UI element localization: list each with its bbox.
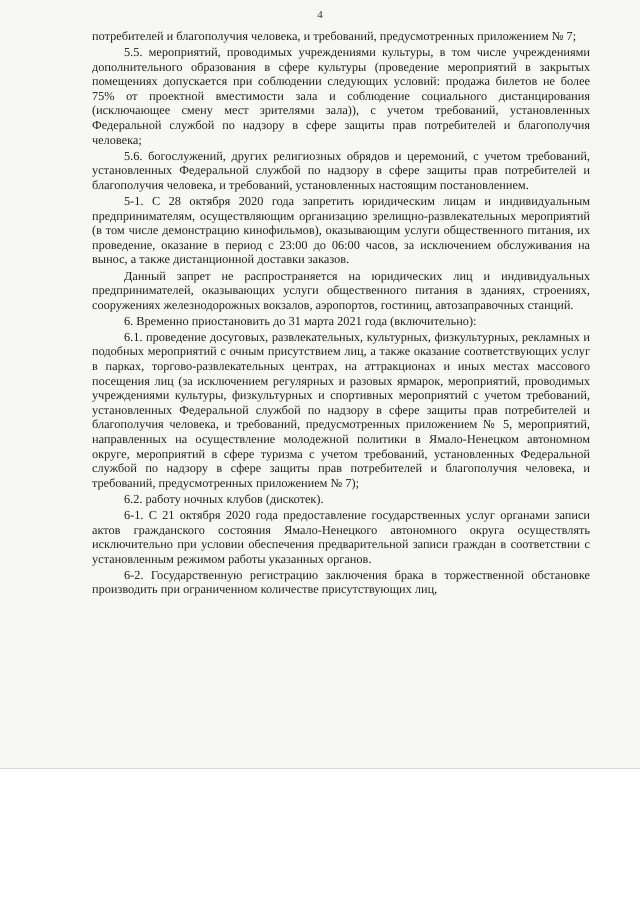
paragraph-6-1-registry: 6-1. С 21 октября 2020 года предоставление государственных услуг органами записи актов гражданского состояния Ямало-Ненецкого автономного округа осуществлять исключительно при условии обеспечения предварительной записи граждан в соответствии с установленным режимом работы указанных органов. bbox=[92, 508, 590, 566]
document-body bbox=[92, 29, 590, 599]
blank-area bbox=[0, 769, 640, 905]
paragraph-6-1: 6.1. проведение досуговых, развлекательных, культурных, физкультурных, рекламных и подобных мероприятий с очным присутствием лиц, а также оказание соответствующих услуг в парках, торгово-развлекательных центрах, на аттракционах и иных местах массового посещения лиц (за исключением регулярных и разовых ярмарок, мероприятий, проводимых учреждениями культуры, физкультурных и спортивных мероприятий с учетом требований, установленных Федеральной службой по надзору в сфере защиты прав потребителей и благополучия человека, и требований, предусмотренных приложением № 5, мероприятий, направленных на осуществление молодежной политики в Ямало-Ненецком автономном округе, мероприятий в сфере туризма с учетом требований, установленных Федеральной службой по надзору в сфере защиты прав потребителей и благополучия человека, и требований, предусмотренных приложением № 7); bbox=[92, 329, 590, 490]
paragraph-6-2: 6.2. работу ночных клубов (дискотек). bbox=[124, 491, 324, 506]
paragraph-5-5: 5.5. мероприятий, проводимых учреждениями культуры, в том числе учреждениями дополнительного образования в сфере культуры (проведение мероприятий в закрытых помещениях допускается при соблюдении следующих условий: продажа билетов не более 75% от проектной вместимости зала и соблюдение социального дистанцирования (исключающее смену мест зрителями зала)), с учетом требований, установленных Федеральной службой по надзору в сфере защиты прав потребителей и благополучия человека; bbox=[92, 45, 590, 147]
paragraph-6: 6. Временно приостановить до 31 марта 2021 года (включительно): bbox=[124, 313, 477, 328]
paragraph-exception: Данный запрет не распространяется на юридических лиц и индивидуальных предпринимателей, оказывающих услуги общественного питания в зданиях, строениях, сооружениях железнодорожных вокзалов, аэропортов, гостиниц, автозаправочных станций. bbox=[92, 268, 590, 312]
paragraph-5-1: 5-1. С 28 октября 2020 года запретить юридическим лицам и индивидуальным предпринимателям, осуществляющим организацию зрелищно-развлекательных мероприятий (в том числе демонстрацию кинофильмов), оказывающим услуги общественного питания, их проведение, оказание в период с 23:00 до 06:00 часов, за исключением обслуживания на вынос, а также дистанционной доставки заказов. bbox=[92, 194, 590, 267]
paragraph-6-2-marriage: 6-2. Государственную регистрацию заключения брака в торжественной обстановке производить при ограниченном количестве присутствующих лиц, bbox=[92, 567, 590, 597]
paragraph-5-6: 5.6. богослужений, других религиозных обрядов и церемоний, с учетом требований, установленных Федеральной службой по надзору в сфере защиты прав потребителей и благополучия человека, и требований, установленных настоящим постановлением. bbox=[92, 148, 590, 192]
paragraph-continuation: потребителей и благополучия человека, и требований, предусмотренных приложением № 7; bbox=[92, 29, 577, 43]
page-number: 4 bbox=[317, 9, 323, 21]
